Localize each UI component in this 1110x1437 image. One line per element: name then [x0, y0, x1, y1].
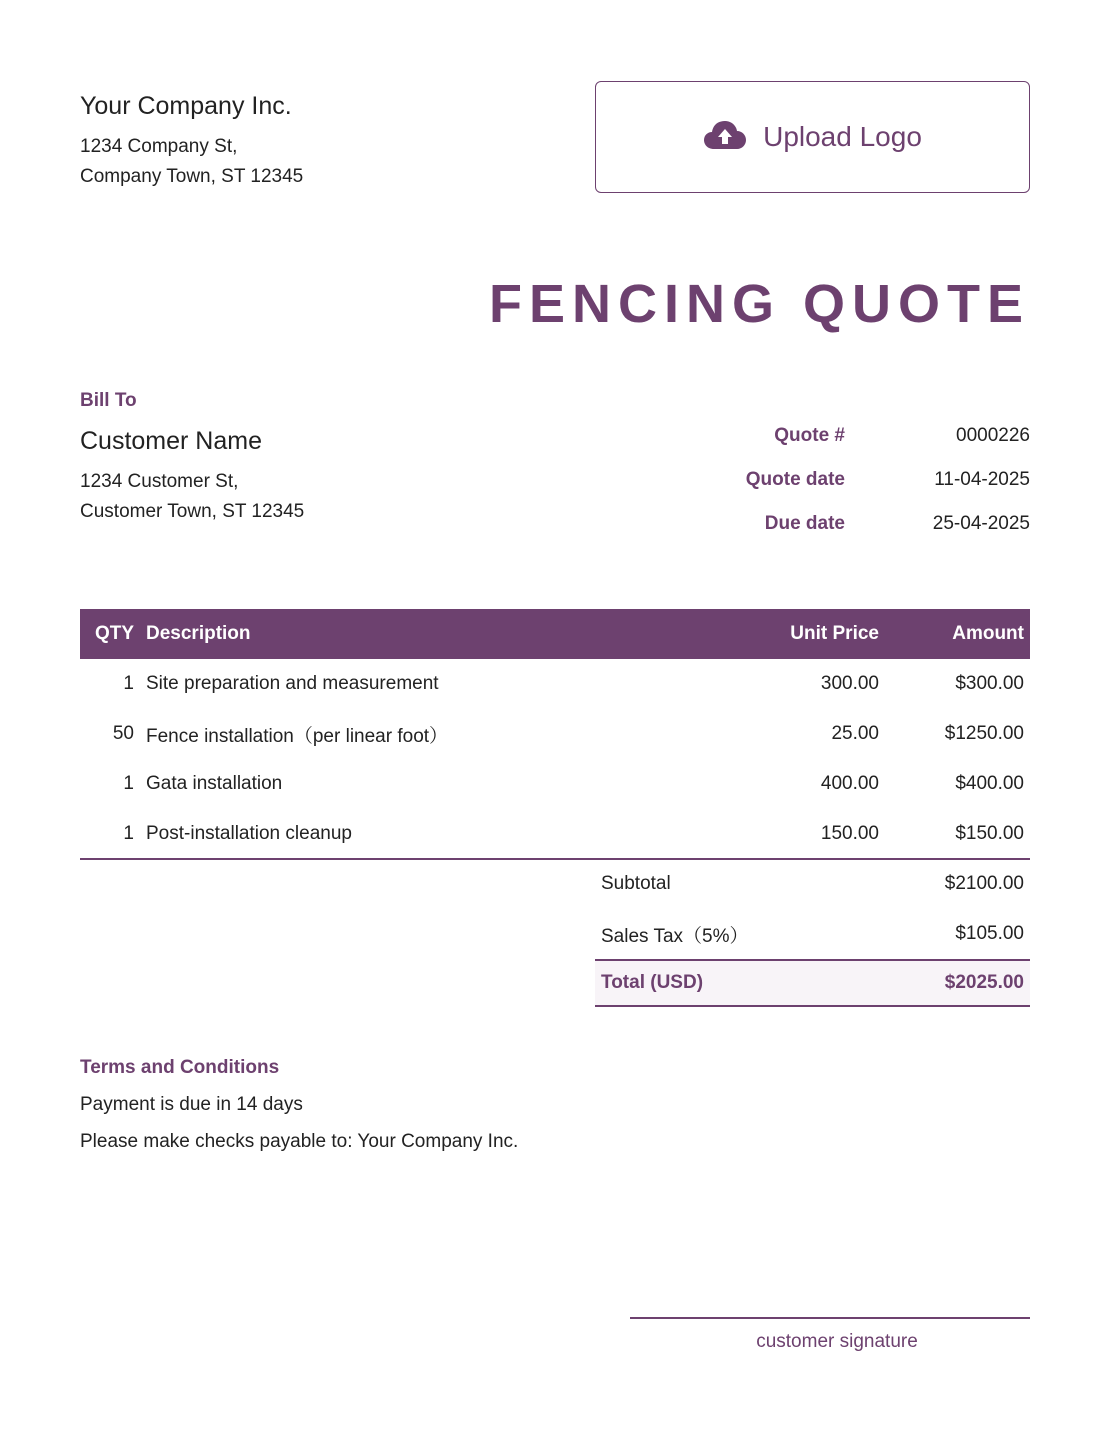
header-unit-price: Unit Price [790, 623, 879, 644]
total-label: Total (USD) [601, 972, 704, 993]
table-header-row [80, 609, 1030, 659]
total-row [595, 959, 1030, 1007]
header-qty: QTY [94, 623, 134, 644]
subtotal-value: $2100.00 [944, 873, 1024, 894]
customer-name: Customer Name [80, 427, 262, 455]
company-address-line1: 1234 Company St, [80, 136, 238, 157]
terms-title: Terms and Conditions [80, 1057, 280, 1078]
customer-address-line2: Customer Town, ST 12345 [80, 501, 305, 522]
row-amount: $400.00 [955, 773, 1024, 794]
due-date-label: Due date [764, 513, 845, 534]
row-unit-price: 25.00 [831, 723, 879, 744]
due-date-row [640, 502, 1030, 546]
row-description: Site preparation and measurement [146, 673, 439, 694]
quote-meta [640, 414, 1030, 546]
table-row [80, 759, 1030, 809]
header-description: Description [146, 623, 251, 644]
quote-date-value: 11-04-2025 [934, 469, 1030, 490]
terms-line: Please make checks payable to: Your Company Inc. [80, 1131, 519, 1152]
subtotal-row [595, 859, 1030, 909]
company-address-line2: Company Town, ST 12345 [80, 166, 304, 187]
table-row [80, 659, 1030, 709]
sales-tax-row [595, 909, 1030, 959]
row-description: Fence installation（per linear foot） [146, 725, 449, 747]
bill-to-label: Bill To [80, 390, 137, 411]
total-value: $2025.00 [944, 972, 1024, 993]
upload-logo-label: Upload Logo [763, 121, 922, 152]
row-description: Post-installation cleanup [140, 809, 725, 859]
company-name: Your Company Inc. [80, 92, 292, 120]
line-items-table [80, 609, 1030, 860]
row-unit-price: 300.00 [820, 673, 879, 694]
totals-block [595, 859, 1030, 1007]
row-description: Gata installation [146, 773, 283, 794]
row-unit-price: 400.00 [820, 773, 879, 794]
row-amount: $300.00 [955, 673, 1024, 694]
terms-line: Payment is due in 14 days [80, 1094, 303, 1115]
row-qty: 50 [112, 723, 134, 744]
cloud-upload-icon [703, 119, 747, 156]
customer-address-line1: 1234 Customer St, [80, 471, 239, 492]
table-row [80, 809, 1030, 859]
quote-date-row [640, 458, 1030, 502]
subtotal-label: Subtotal [601, 873, 671, 894]
customer-address [80, 467, 304, 527]
row-qty: 1 [80, 809, 140, 859]
row-qty: 1 [123, 773, 134, 794]
sales-tax-label: Sales Tax（5%） [601, 925, 749, 947]
row-unit-price: 150.00 [725, 809, 885, 859]
signature-line [630, 1317, 1030, 1353]
company-address [80, 132, 303, 192]
document-title: FENCING QUOTE [488, 274, 1030, 334]
signature-label: customer signature [756, 1331, 918, 1352]
sales-tax-value: $105.00 [955, 923, 1024, 944]
row-amount: $1250.00 [944, 723, 1024, 744]
terms-block [80, 1055, 518, 1160]
row-qty: 1 [123, 673, 134, 694]
row-amount: $150.00 [885, 809, 1030, 859]
upload-logo-button[interactable] [595, 81, 1030, 193]
quote-date-label: Quote date [745, 469, 845, 490]
table-row [80, 709, 1030, 759]
quote-number-row [640, 414, 1030, 458]
bill-to-block [80, 388, 304, 527]
header-amount: Amount [952, 623, 1024, 644]
company-block [80, 90, 303, 192]
quote-number-label: Quote # [774, 425, 845, 446]
quote-number-value: 0000226 [956, 425, 1030, 446]
due-date-value: 25-04-2025 [932, 513, 1030, 534]
